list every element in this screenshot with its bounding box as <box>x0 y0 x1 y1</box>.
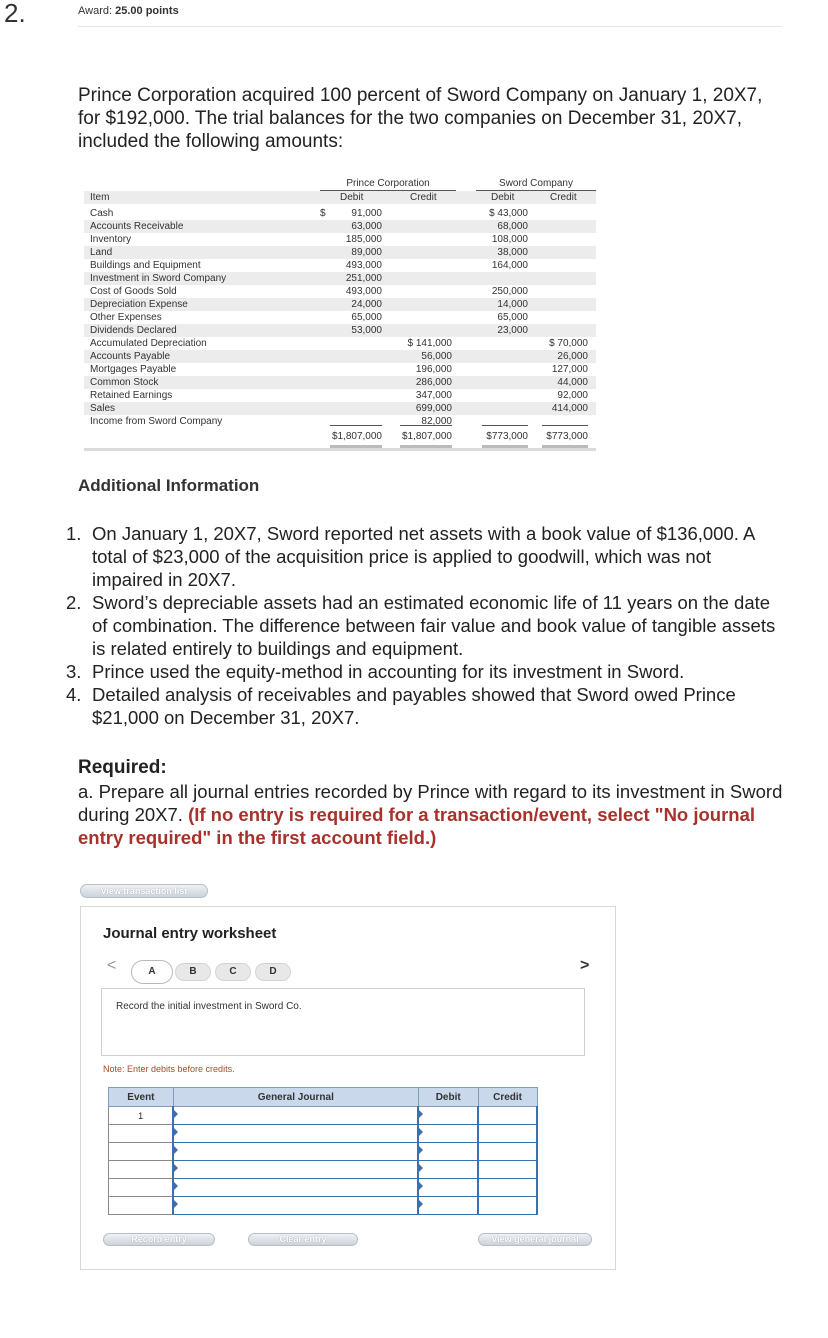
event-cell <box>109 1179 174 1197</box>
tab-a[interactable]: A <box>131 960 173 984</box>
debit-input[interactable] <box>418 1161 478 1179</box>
note-text: Note: Enter debits before credits. <box>103 1064 235 1074</box>
cell-item: Inventory <box>90 234 132 245</box>
cell-pc: 347,000 <box>415 390 452 401</box>
field-marker-icon <box>174 1110 178 1118</box>
cell-item: Cost of Goods Sold <box>90 286 177 297</box>
account-select[interactable] <box>173 1125 418 1143</box>
view-transaction-list-button[interactable]: View transaction list <box>80 884 208 898</box>
award-points: 25.00 points <box>115 5 179 17</box>
field-marker-icon <box>419 1110 423 1118</box>
field-marker-icon <box>419 1182 423 1190</box>
table-row <box>84 220 596 233</box>
header-prince: Prince Corporation <box>346 178 430 189</box>
table-row <box>84 285 596 298</box>
tab-d[interactable]: D <box>255 963 291 981</box>
view-general-journal-button[interactable]: View general journal <box>478 1233 592 1246</box>
table-row <box>84 402 596 415</box>
required-heading: Required: <box>78 757 167 778</box>
column-headers <box>84 191 596 204</box>
table-row <box>84 298 596 311</box>
debit-input[interactable] <box>418 1197 478 1215</box>
col-sword-credit: Credit <box>550 192 577 203</box>
cell-pc: 82,000 <box>421 416 452 427</box>
cell-pd: 89,000 <box>351 247 382 258</box>
total-prince-debit: $1,807,000 <box>331 431 382 442</box>
table-row <box>84 272 596 285</box>
table-row <box>84 337 596 350</box>
required-text <box>78 780 788 849</box>
info-item <box>64 591 784 660</box>
event-cell <box>109 1197 174 1215</box>
instruction-text: Record the initial investment in Sword Co. <box>116 1001 302 1012</box>
journal-row <box>109 1197 538 1215</box>
totals-row <box>84 430 596 443</box>
col-general-journal: General Journal <box>173 1088 418 1107</box>
cell-item: Accounts Receivable <box>90 221 184 232</box>
cell-pd: 91,000 <box>351 208 382 219</box>
credit-input[interactable] <box>478 1107 537 1125</box>
record-entry-button[interactable]: Record entry <box>103 1233 215 1246</box>
journal-row <box>109 1143 538 1161</box>
field-marker-icon <box>174 1128 178 1136</box>
event-cell <box>109 1125 174 1143</box>
cell-pd: 65,000 <box>351 312 382 323</box>
event-cell <box>109 1161 174 1179</box>
cell-sc: 92,000 <box>557 390 588 401</box>
problem-intro: Prince Corporation acquired 100 percent of Sword Company on January 1, 20X7, for $192,000. The trial balances for the two companies on December 31, 20X7, included the following amounts: <box>78 85 763 152</box>
cell-pc: 196,000 <box>415 364 452 375</box>
cell-item: Depreciation Expense <box>90 299 188 310</box>
journal-entry-worksheet <box>80 906 616 1270</box>
cell-item: Dividends Declared <box>90 325 177 336</box>
award-label: Award: <box>78 5 113 17</box>
cell-sc: 127,000 <box>551 364 588 375</box>
debit-input[interactable] <box>418 1107 478 1125</box>
additional-info-list <box>64 522 784 729</box>
info-number: 3. <box>66 661 82 682</box>
col-sword-debit: Debit <box>491 192 515 203</box>
cell-item: Investment in Sword Company <box>90 273 227 284</box>
total-sword-debit: $773,000 <box>486 431 528 442</box>
col-prince-debit: Debit <box>340 192 364 203</box>
account-select[interactable] <box>173 1143 418 1161</box>
credit-input[interactable] <box>478 1197 537 1215</box>
info-text: Sword’s depreciable assets had an estimated economic life of 11 years on the date of combination. The difference between fair value and book value of tangible assets is related entirely to buildings and equipment. <box>92 592 776 659</box>
cell-sc: 26,000 <box>557 351 588 362</box>
cell-pd: 185,000 <box>345 234 382 245</box>
award-text <box>78 5 179 17</box>
account-select[interactable] <box>173 1197 418 1215</box>
cell-pc: $ 141,000 <box>407 338 452 349</box>
cell-sd: 23,000 <box>497 325 528 336</box>
total-sword-credit: $773,000 <box>546 431 588 442</box>
cell-sd: 65,000 <box>497 312 528 323</box>
field-marker-icon <box>174 1200 178 1208</box>
event-cell: 1 <box>109 1107 174 1125</box>
field-marker-icon <box>174 1182 178 1190</box>
cell-pd: 493,000 <box>345 286 382 297</box>
cell-pc: 56,000 <box>421 351 452 362</box>
cell-item: Buildings and Equipment <box>90 260 201 271</box>
table-row <box>84 207 596 220</box>
table-row <box>84 311 596 324</box>
info-number: 1. <box>66 523 82 544</box>
cell-sd: 250,000 <box>491 286 528 297</box>
cell-pd: 24,000 <box>351 299 382 310</box>
info-number: 2. <box>66 592 82 613</box>
field-marker-icon <box>419 1146 423 1154</box>
worksheet-title: Journal entry worksheet <box>103 925 277 942</box>
field-marker-icon <box>174 1146 178 1154</box>
next-arrow-icon[interactable]: > <box>580 957 590 974</box>
col-event: Event <box>109 1088 174 1107</box>
credit-input[interactable] <box>478 1125 537 1143</box>
account-select[interactable] <box>173 1107 418 1125</box>
account-select[interactable] <box>173 1179 418 1197</box>
credit-input[interactable] <box>478 1143 537 1161</box>
cell-pd: 63,000 <box>351 221 382 232</box>
instruction-box <box>101 988 585 1056</box>
info-text: On January 1, 20X7, Sword reported net assets with a book value of $136,000. A total of $23,000 of the acquisition price is applied to goodwill, which was not impaired in 20X7. <box>92 523 755 590</box>
field-marker-icon <box>419 1128 423 1136</box>
field-marker-icon <box>419 1164 423 1172</box>
journal-row <box>109 1125 538 1143</box>
cell-sd: 38,000 <box>497 247 528 258</box>
field-marker-icon <box>419 1200 423 1208</box>
clear-entry-button[interactable]: Clear entry <box>248 1233 358 1246</box>
cell-item: Mortgages Payable <box>90 364 177 375</box>
info-item <box>64 660 784 683</box>
cell-pc: 699,000 <box>415 403 452 414</box>
cell-item: Sales <box>90 403 116 414</box>
question-number: 2. <box>4 0 26 28</box>
table-row <box>84 376 596 389</box>
prev-arrow-icon[interactable]: < <box>107 957 117 974</box>
cell-item: Income from Sword Company <box>90 416 223 427</box>
tab-c[interactable]: C <box>215 963 251 981</box>
field-marker-icon <box>174 1164 178 1172</box>
debit-input[interactable] <box>418 1125 478 1143</box>
table-row <box>84 246 596 259</box>
table-row <box>84 259 596 272</box>
cell-pd: 53,000 <box>351 325 382 336</box>
journal-row <box>109 1107 538 1125</box>
journal-table <box>108 1087 538 1215</box>
entry-tabs <box>131 960 291 984</box>
cell-item: Other Expenses <box>90 312 162 323</box>
cell-sd: 68,000 <box>497 221 528 232</box>
table-row <box>84 350 596 363</box>
cell-pd: 493,000 <box>345 260 382 271</box>
cell-sd: 108,000 <box>491 234 528 245</box>
col-prince-credit: Credit <box>410 192 437 203</box>
cell-item: Accumulated Depreciation <box>90 338 207 349</box>
info-item <box>64 683 784 729</box>
table-row <box>84 389 596 402</box>
col-credit: Credit <box>478 1088 537 1107</box>
cell-sd: $ 43,000 <box>489 208 528 219</box>
info-item <box>64 522 784 591</box>
journal-row <box>109 1161 538 1179</box>
cell-sc: 44,000 <box>557 377 588 388</box>
table-row <box>84 363 596 376</box>
cell-sc: $ 70,000 <box>549 338 588 349</box>
table-row <box>84 415 596 428</box>
cell-sc: 414,000 <box>551 403 588 414</box>
info-text: Detailed analysis of receivables and payables showed that Sword owed Prince $21,000 on December 31, 20X7. <box>92 684 736 728</box>
dollar-sign: $ <box>320 208 326 219</box>
cell-item: Land <box>90 247 113 258</box>
account-select[interactable] <box>173 1161 418 1179</box>
table-row <box>84 324 596 337</box>
cell-pd: 251,000 <box>345 273 382 284</box>
credit-input[interactable] <box>478 1179 537 1197</box>
cell-pc: 286,000 <box>415 377 452 388</box>
journal-row <box>109 1179 538 1197</box>
event-cell <box>109 1143 174 1161</box>
table-bottom-band <box>84 448 596 451</box>
cell-item: Cash <box>90 208 114 219</box>
total-prince-credit: $1,807,000 <box>401 431 452 442</box>
debit-input[interactable] <box>418 1179 478 1197</box>
cell-item: Accounts Payable <box>90 351 171 362</box>
tab-b[interactable]: B <box>175 963 211 981</box>
col-debit: Debit <box>418 1088 478 1107</box>
credit-input[interactable] <box>478 1161 537 1179</box>
cell-sd: 14,000 <box>497 299 528 310</box>
table-row <box>84 233 596 246</box>
cell-item: Common Stock <box>90 377 159 388</box>
col-item: Item <box>90 192 110 203</box>
info-number: 4. <box>66 684 82 705</box>
required-note: (If no entry is required for a transaction/event, select "No journal entry required" in the first account field.) <box>78 804 756 848</box>
header-sword: Sword Company <box>499 178 573 189</box>
additional-info-heading: Additional Information <box>78 476 260 495</box>
debit-input[interactable] <box>418 1143 478 1161</box>
cell-sd: 164,000 <box>491 260 528 271</box>
required-instruction: a. Prepare all journal entries recorded by Prince with regard to its investment in Sword during 20X7. <box>78 781 783 825</box>
divider <box>78 26 782 27</box>
cell-item: Retained Earnings <box>90 390 173 401</box>
info-text: Prince used the equity-method in accounting for its investment in Sword. <box>92 661 685 682</box>
